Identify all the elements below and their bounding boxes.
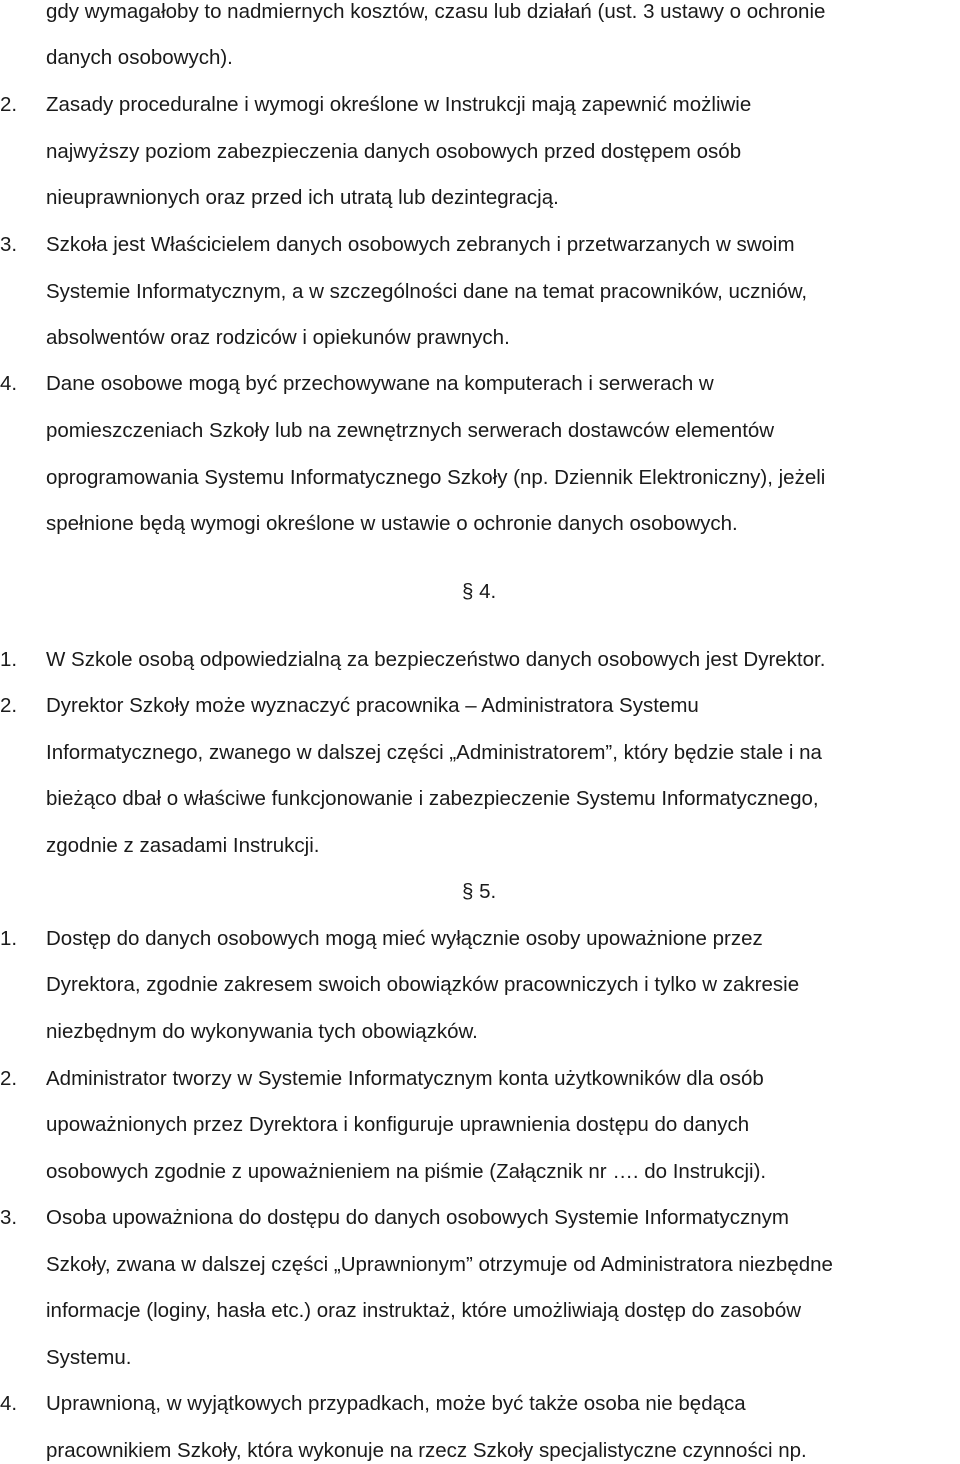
paragraph-line: Systemie Informatycznym, a w szczególności dane na temat pracowników, uczniów, xyxy=(46,280,808,303)
paragraph-line: pracownikiem Szkoły, która wykonuje na rzecz Szkoły specjalistyczne czynności np. xyxy=(46,1439,807,1462)
paragraph-line: Szkoły, zwana w dalszej części „Uprawnionym” otrzymuje od Administratora niezbędne xyxy=(46,1253,833,1276)
paragraph-line: Dyrektor Szkoły może wyznaczyć pracownika – Administratora Systemu xyxy=(46,694,699,717)
paragraph-line: Osoba upoważniona do dostępu do danych osobowych Systemie Informatycznym xyxy=(46,1206,789,1229)
paragraph-number: 1. xyxy=(0,927,18,950)
paragraph-number: 2. xyxy=(0,93,18,116)
paragraph-line: Dostęp do danych osobowych mogą mieć wyłącznie osoby upoważnione przez xyxy=(46,927,763,950)
paragraph-line: Administrator tworzy w Systemie Informatycznym konta użytkowników dla osób xyxy=(46,1067,764,1090)
paragraph-line: upoważnionych przez Dyrektora i konfiguruje uprawnienia dostępu do danych xyxy=(46,1113,750,1136)
paragraph-number: 3. xyxy=(0,1206,18,1229)
paragraph-line: najwyższy poziom zabezpieczenia danych osobowych przed dostępem osób xyxy=(46,140,742,163)
paragraph-line: Dane osobowe mogą być przechowywane na komputerach i serwerach w xyxy=(46,372,714,395)
paragraph-line: nieuprawnionych oraz przed ich utratą lub dezintegracją. xyxy=(46,186,559,209)
paragraph-line: Dyrektora, zgodnie zakresem swoich obowiązków pracowniczych i tylko w zakresie xyxy=(46,973,800,996)
paragraph-number: 1. xyxy=(0,648,18,671)
paragraph-line: pomieszczeniach Szkoły lub na zewnętrznych serwerach dostawców elementów xyxy=(46,419,775,442)
paragraph-line: osobowych zgodnie z upoważnieniem na piśmie (Załącznik nr …. do Instrukcji). xyxy=(46,1160,767,1183)
paragraph-line: informacje (loginy, hasła etc.) oraz instruktaż, które umożliwiają dostęp do zasobów xyxy=(46,1299,802,1322)
paragraph-line: bieżąco dbał o właściwe funkcjonowanie i zabezpieczenie Systemu Informatycznego, xyxy=(46,787,819,810)
section-heading: § 4. xyxy=(462,580,497,603)
section-heading: § 5. xyxy=(462,880,497,903)
paragraph-line: W Szkole osobą odpowiedzialną za bezpieczeństwo danych osobowych jest Dyrektor. xyxy=(46,648,826,671)
paragraph-line: niezbędnym do wykonywania tych obowiązków. xyxy=(46,1020,478,1043)
paragraph-number: 3. xyxy=(0,233,18,256)
paragraph-number: 2. xyxy=(0,1067,18,1090)
paragraph-line: Systemu. xyxy=(46,1346,132,1369)
paragraph-line: gdy wymagałoby to nadmiernych kosztów, czasu lub działań (ust. 3 ustawy o ochronie xyxy=(46,0,826,23)
paragraph-line: Szkoła jest Właścicielem danych osobowych zebranych i przetwarzanych w swoim xyxy=(46,233,795,256)
paragraph-line: oprogramowania Systemu Informatycznego Szkoły (np. Dziennik Elektroniczny), jeżeli xyxy=(46,466,826,489)
paragraph-line: absolwentów oraz rodziców i opiekunów prawnych. xyxy=(46,326,510,349)
paragraph-number: 4. xyxy=(0,372,18,395)
paragraph-line: zgodnie z zasadami Instrukcji. xyxy=(46,834,320,857)
paragraph-line: Informatycznego, zwanego w dalszej części „Administratorem”, który będzie stale i na xyxy=(46,741,822,764)
paragraph-line: spełnione będą wymogi określone w ustawie o ochronie danych osobowych. xyxy=(46,512,738,535)
paragraph-line: Zasady proceduralne i wymogi określone w Instrukcji mają zapewnić możliwie xyxy=(46,93,752,116)
paragraph-line: danych osobowych). xyxy=(46,46,233,69)
paragraph-line: Uprawnioną, w wyjątkowych przypadkach, może być także osoba nie będąca xyxy=(46,1392,746,1415)
paragraph-number: 2. xyxy=(0,694,18,717)
paragraph-number: 4. xyxy=(0,1392,18,1415)
